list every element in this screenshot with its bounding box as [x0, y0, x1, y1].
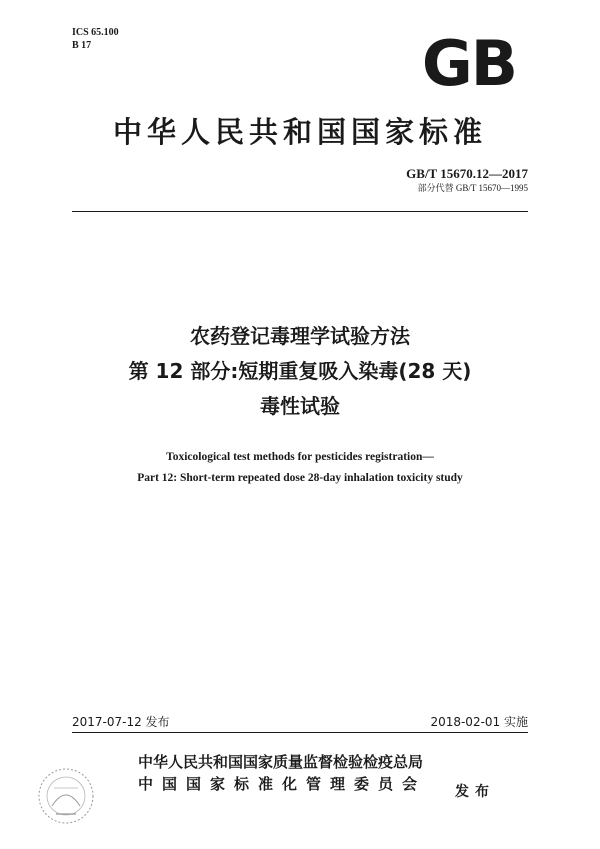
issue-date: 2017-07-12 发布	[72, 715, 170, 729]
title-cn-line-1: 农药登记毒理学试验方法	[190, 324, 410, 348]
implement-date: 2018-02-01 实施	[430, 715, 528, 729]
replaces-note: 部分代替 GB/T 15670—1995	[417, 183, 528, 193]
top-divider	[72, 211, 528, 212]
standard-number: GB/T 15670.12—2017	[406, 166, 528, 181]
title-en-line-2: Part 12: Short-term repeated dose 28-day inhalation toxicity study	[137, 472, 463, 484]
publish-label: 发布	[455, 784, 495, 800]
title-cn-line-2: 第 12 部分:短期重复吸入染毒(28 天)	[128, 359, 472, 383]
issuer-aqsiq: 中华人民共和国国家质量监督检验检疫总局	[138, 753, 424, 771]
title-en-line-1: Toxicological test methods for pesticides registration—	[166, 451, 434, 463]
svg-text:GB: GB	[421, 32, 517, 90]
bottom-divider	[72, 732, 528, 733]
gb-logo	[411, 32, 527, 90]
issuer-sac: 中国国家标准化管理委员会	[138, 775, 427, 793]
class-code: B 17	[72, 40, 92, 51]
title-cn-line-3: 毒性试验	[260, 394, 340, 418]
ics-code: ICS 65.100	[72, 27, 119, 38]
national-standard-title: 中华人民共和国国家标准	[112, 115, 487, 149]
anti-counterfeit-stamp	[36, 766, 96, 826]
classification-codes	[72, 26, 119, 52]
